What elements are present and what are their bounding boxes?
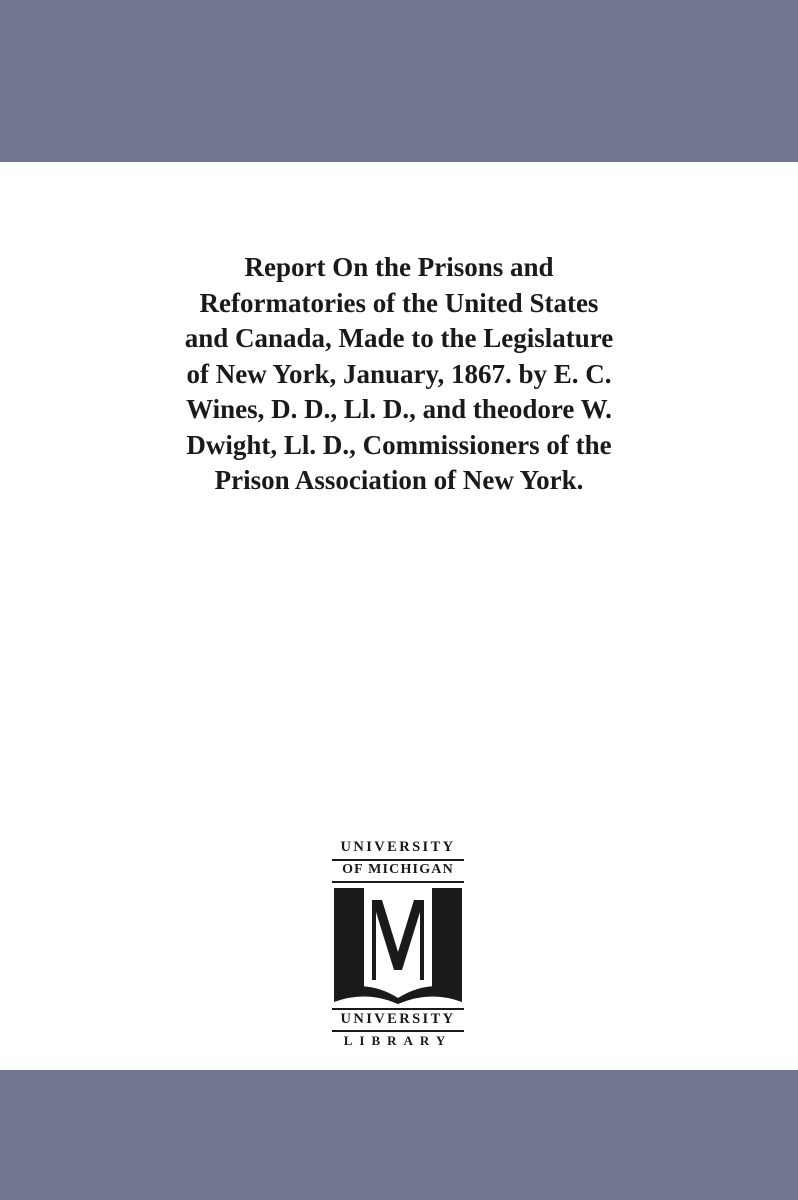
bottom-color-band (0, 1070, 798, 1200)
university-library-logo (328, 840, 468, 1062)
logo-rule (332, 859, 464, 861)
logo-michigan-text: OF MICHIGAN (342, 862, 454, 877)
logo-university-text: UNIVERSITY (340, 839, 456, 855)
logo-rule (332, 881, 464, 883)
logo-library-text: LIBRARY (343, 1033, 453, 1048)
top-color-band (0, 0, 798, 162)
book-title: Report On the Prisons and Reformatories of the United States and Canada, Made to the Legislature of New York, January, 1867. by E. C. Wines, D. D., Ll. D., and theodore W. Dwight, Ll. D., Commissioners of the Prison Association of New York. (184, 252, 614, 495)
cover-page (0, 162, 798, 1070)
logo-rule (332, 1030, 464, 1032)
logo-rule (332, 1008, 464, 1010)
logo-university-text: UNIVERSITY (340, 1011, 456, 1027)
book-monogram-icon (332, 886, 464, 1004)
